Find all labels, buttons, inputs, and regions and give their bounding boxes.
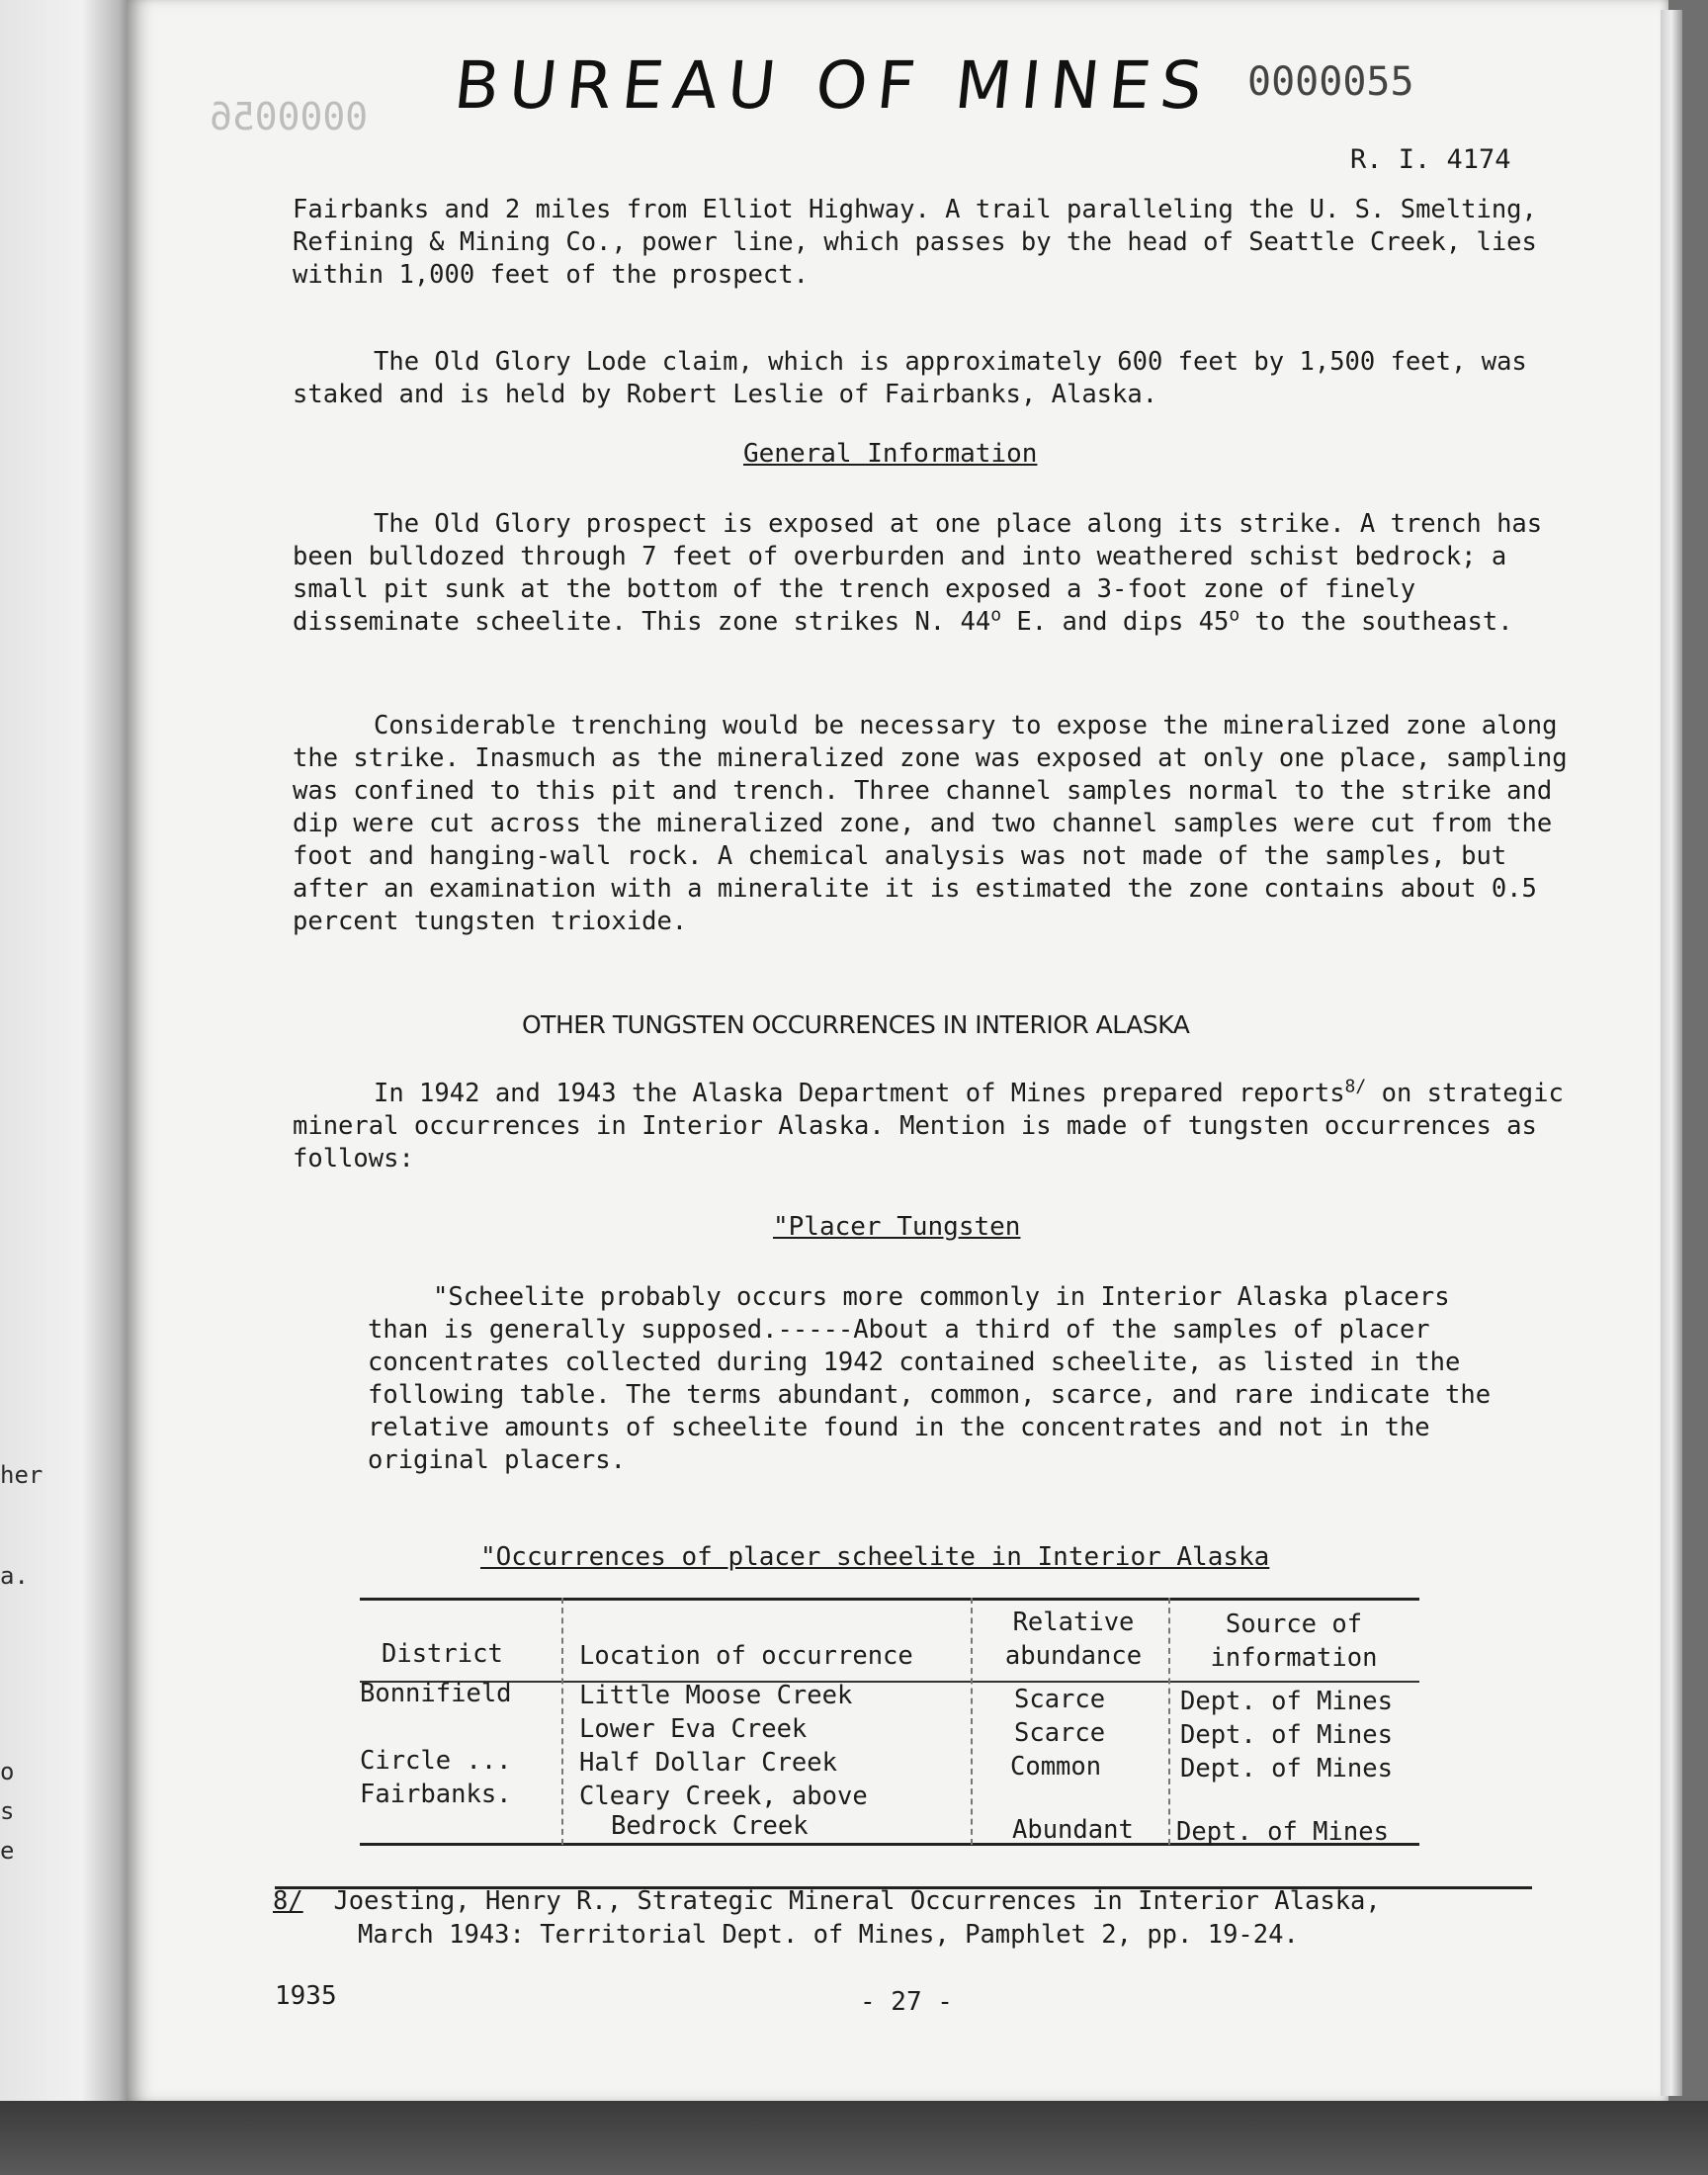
paragraph-prospect <box>293 508 1568 639</box>
table-cell-location: Bedrock Creek <box>611 1811 809 1841</box>
table-cell-location: Little Moose Creek <box>579 1681 853 1710</box>
degree-symbol: o <box>990 604 1002 626</box>
table-cell-location: Cleary Creek, above <box>579 1782 868 1811</box>
table-cell-abundance: Common <box>1010 1752 1102 1782</box>
adjacent-page-fragment: e <box>0 1837 15 1865</box>
quote-body: "Scheelite probably occurs more commonly in Interior Alaska placers than is generally supposed.-----About a third of the samples of placer concentrates collected during 1942 contained scheelite, as listed in the following table. The terms abundant, common, scarce, and rare indicate the relative amounts of scheelite found in the concentrates and not in the original placers. <box>368 1282 1492 1475</box>
paragraph-access: Fairbanks and 2 miles from Elliot Highway. A trail paralleling the U. S. Smelting, Refining & Mining Co., power line, which passes by the head of Seattle Creek, lies within 1,000 feet of the prospect. <box>293 195 1537 290</box>
footnote-line <box>273 1884 1548 1918</box>
table-cell-abundance: Abundant <box>1012 1815 1134 1845</box>
paragraph-prospect-text: The Old Glory prospect is exposed at one place along its strike. A trench has been bulldozed through 7 feet of overburden and into weathered schist bedrock; a small pit sunk at the bottom of the trench exposed a 3-foot zone of finely disseminate scheelite. This zone strikes N. 44 <box>293 509 1543 637</box>
paragraph-claim: The Old Glory Lode claim, which is approximately 600 feet by 1,500 feet, was staked and is held by Robert Leslie of Fairbanks, Alaska. <box>293 347 1527 409</box>
report-id: R. I. 4174 <box>1350 144 1511 175</box>
table-cell-location: Half Dollar Creek <box>579 1748 837 1778</box>
footnote-text: Joesting, Henry R., Strategic Mineral Occurrences in Interior Alaska, <box>333 1886 1381 1916</box>
table-header-abundance-line: abundance <box>1004 1641 1143 1671</box>
bleed-through-number: 0000056 <box>210 95 369 138</box>
table-cell-source: Dept. of Mines <box>1180 1720 1393 1750</box>
table-cell-source: Dept. of Mines <box>1180 1754 1393 1784</box>
paragraph-prospect-text: to the southeast. <box>1239 607 1513 637</box>
column-divider <box>561 1598 563 1845</box>
document-number: 0000055 <box>1247 59 1414 105</box>
footnote-marker: 8/ <box>273 1886 303 1916</box>
footnote-reference: 8/ <box>1344 1076 1367 1097</box>
paragraph-prospect-text: E. and dips 45 <box>1001 607 1230 637</box>
footnote <box>273 1884 1548 1952</box>
paragraph-reports <box>293 1078 1568 1175</box>
table-header-district: District <box>382 1639 503 1669</box>
adjacent-page-fragment: s <box>0 1797 15 1825</box>
table-cell-abundance: Scarce <box>1014 1685 1106 1714</box>
document-page <box>127 0 1668 2101</box>
section-heading: OTHER TUNGSTEN OCCURRENCES IN INTERIOR ALASKA <box>522 1010 1190 1039</box>
table-header-abundance-line: Relative <box>1012 1608 1135 1637</box>
paragraph-reports-text: on strategic mineral occurrences in Interior Alaska. Mention is made of tungsten occurrences as follows: <box>293 1079 1564 1174</box>
footnote-text: March 1943: Territorial Dept. of Mines, Pamphlet 2, pp. 19-24. <box>358 1920 1299 1950</box>
handwritten-title: BUREAU OF MINES <box>450 47 1216 124</box>
table-cell-source: Dept. of Mines <box>1180 1687 1393 1716</box>
page-number: - 27 - <box>860 1987 953 2017</box>
table-cell-location: Lower Eva Creek <box>579 1714 808 1744</box>
table-header-source-line: Source of <box>1225 1610 1363 1639</box>
paragraph-sampling: Considerable trenching would be necessary to expose the mineralized zone along the strike. Inasmuch as the mineralized zone was exposed at only one place, sampling was confined to this pit and trench. Three channel samples normal to the strike and dip were cut across the mineralized zone, and two channel samples were cut from the foot and hanging-wall rock. A chemical analysis was not made of the samples, but after an examination with a mineralite it is estimated the zone contains about 0.5 percent tungsten trioxide. <box>293 711 1568 936</box>
degree-symbol: o <box>1229 604 1240 626</box>
table-rule <box>360 1598 1419 1601</box>
column-divider <box>971 1598 973 1845</box>
scanner-shadow <box>0 2101 1708 2175</box>
table-cell-district: Fairbanks. <box>360 1780 512 1809</box>
adjacent-page-fragment: a. <box>0 1562 29 1590</box>
table-header-source <box>1180 1608 1408 1675</box>
table-header-source-line: information <box>1210 1643 1378 1673</box>
adjacent-page-fragment: o <box>0 1758 15 1785</box>
year-code: 1935 <box>275 1981 337 2011</box>
quote-heading: "Placer Tungsten <box>773 1212 1021 1242</box>
table-cell-source: Dept. of Mines <box>1176 1817 1389 1847</box>
page-edge <box>1661 10 1682 2096</box>
paragraph-reports-text: In 1942 and 1943 the Alaska Department of Mines prepared reports <box>374 1079 1345 1108</box>
table-header-location: Location of occurrence <box>579 1641 913 1671</box>
column-divider <box>1168 1598 1170 1845</box>
table-rule <box>360 1681 1419 1683</box>
table-cell-abundance: Scarce <box>1014 1718 1106 1748</box>
table-header-abundance <box>984 1606 1162 1673</box>
table-cell-district: Bonnifield <box>360 1679 512 1708</box>
general-information-heading: General Information <box>743 439 1038 469</box>
table-title: "Occurrences of placer scheelite in Interior Alaska <box>480 1542 1270 1572</box>
table-cell-district: Circle ... <box>360 1746 512 1776</box>
adjacent-page-fragment: her <box>0 1461 43 1489</box>
